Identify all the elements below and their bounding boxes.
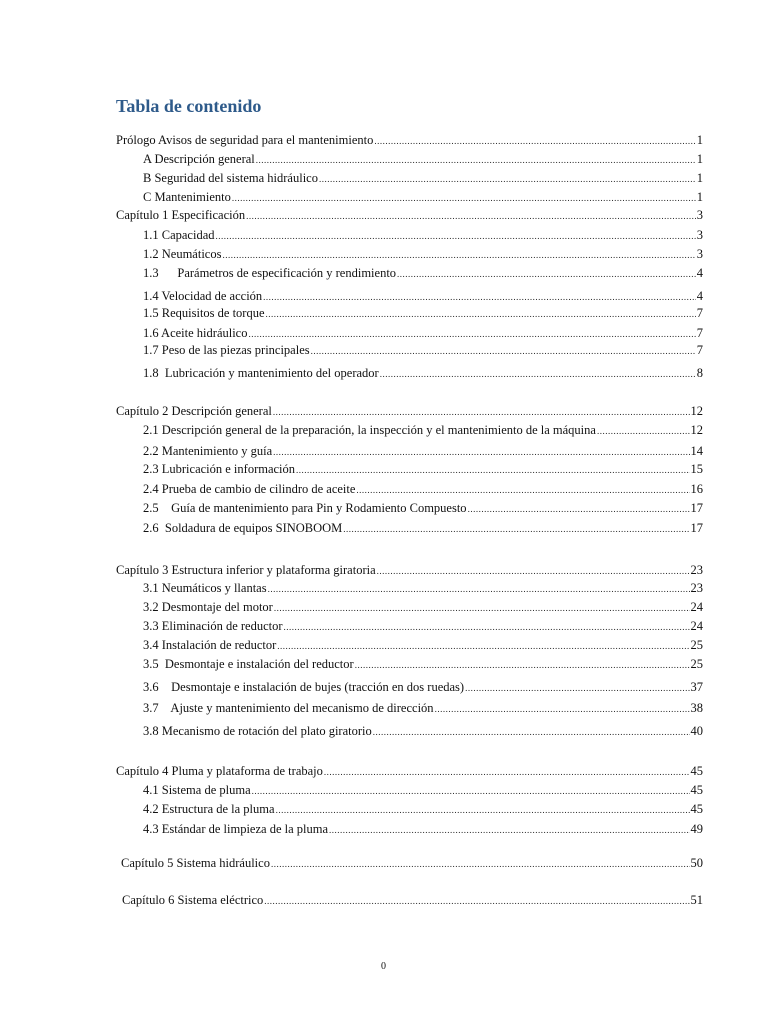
- dot-leader: [273, 404, 690, 420]
- dot-leader: [319, 171, 696, 187]
- toc-entry-page: 3: [696, 247, 703, 261]
- toc-entry-page: 25: [690, 657, 703, 671]
- toc-entry-page: 12: [690, 423, 703, 437]
- toc-entry[interactable]: [143, 305, 703, 322]
- toc-entry-label: 3.5 Desmontaje e instalación del reductor: [143, 657, 354, 671]
- dot-leader: [248, 326, 695, 342]
- dot-leader: [343, 521, 689, 537]
- toc-entry-label: C Mantenimiento: [143, 190, 231, 204]
- toc-entry-label: 1.8 Lubricación y mantenimiento del operador: [143, 366, 379, 380]
- dot-leader: [246, 208, 696, 224]
- dot-leader: [216, 228, 696, 244]
- toc-entry-label: 3.1 Neumáticos y llantas: [143, 581, 267, 595]
- toc-entry-label: 3.6 Desmontaje e instalación de bujes (tracción en dos ruedas): [143, 680, 465, 694]
- dot-leader: [252, 783, 690, 799]
- toc-entry[interactable]: [143, 461, 703, 478]
- toc-entry-label: 2.4 Prueba de cambio de cilindro de aceite: [143, 482, 356, 496]
- toc-entry-page: 40: [690, 724, 703, 738]
- toc-entry-label: 4.1 Sistema de pluma: [143, 783, 251, 797]
- toc-entry-label: 3.2 Desmontaje del motor: [143, 600, 273, 614]
- toc-entry[interactable]: [143, 637, 703, 654]
- dot-leader: [266, 306, 696, 322]
- toc-entry-label: Capítulo 3 Estructura inferior y plataforma giratoria: [116, 563, 376, 577]
- toc-entry[interactable]: [143, 288, 703, 305]
- toc-entry[interactable]: [143, 520, 703, 537]
- toc-entry-page: 16: [690, 482, 703, 496]
- toc-entry-label: 2.6 Soldadura de equipos SINOBOOM: [143, 521, 343, 535]
- toc-entry-label: 2.1 Descripción general de la preparación, la inspección y el mantenimiento de la máquina: [143, 423, 596, 437]
- dot-leader: [296, 462, 689, 478]
- dot-leader: [274, 600, 690, 616]
- toc-entry-page: 1: [696, 133, 703, 147]
- toc-entry-label: Capítulo 4 Pluma y plataforma de trabajo: [116, 764, 323, 778]
- dot-leader: [355, 657, 690, 673]
- toc-entry-label: 4.3 Estándar de limpieza de la pluma: [143, 822, 329, 836]
- dot-leader: [284, 619, 690, 635]
- toc-entry-label: Capítulo 6 Sistema eléctrico: [122, 893, 264, 907]
- toc-entry-label: Capítulo 2 Descripción general: [116, 404, 272, 418]
- dot-leader: [222, 247, 695, 263]
- dot-leader: [268, 581, 690, 597]
- toc-entry[interactable]: [143, 618, 703, 635]
- toc-entry[interactable]: [143, 700, 703, 717]
- dot-leader: [374, 133, 695, 149]
- dot-leader: [468, 501, 690, 517]
- toc-entry-label: 3.8 Mecanismo de rotación del plato giratorio: [143, 724, 372, 738]
- toc-entry[interactable]: [116, 132, 703, 149]
- toc-entry[interactable]: [143, 801, 703, 818]
- dot-leader: [373, 724, 690, 740]
- toc-entry-label: 3.4 Instalación de reductor: [143, 638, 277, 652]
- dot-leader: [311, 343, 696, 359]
- toc-entry-label: B Seguridad del sistema hidráulico: [143, 171, 318, 185]
- toc-entry[interactable]: [143, 580, 703, 597]
- toc-entry-label: 2.3 Lubricación e información: [143, 462, 296, 476]
- toc-entry-label: 1.4 Velocidad de acción: [143, 289, 263, 303]
- toc-entry-page: 4: [696, 289, 703, 303]
- dot-leader: [324, 764, 690, 780]
- toc-entry-label: 1.3 Parámetros de especificación y rendimiento: [143, 266, 397, 280]
- toc-entry[interactable]: [143, 189, 703, 206]
- toc-entry-label: Prólogo Avisos de seguridad para el mantenimiento: [116, 133, 374, 147]
- toc-entry[interactable]: [143, 500, 703, 517]
- dot-leader: [232, 190, 696, 206]
- toc-entry-label: 1.6 Aceite hidráulico: [143, 326, 248, 340]
- toc-entry-page: 1: [696, 190, 703, 204]
- dot-leader: [276, 802, 690, 818]
- toc-entry[interactable]: [143, 656, 703, 673]
- toc-entry-page: 14: [690, 444, 703, 458]
- toc-entry[interactable]: [143, 782, 703, 799]
- dot-leader: [377, 563, 690, 579]
- toc-entry-page: 45: [690, 802, 703, 816]
- toc-entry-page: 23: [690, 563, 703, 577]
- toc-entry-label: 4.2 Estructura de la pluma: [143, 802, 275, 816]
- dot-leader: [263, 289, 696, 305]
- page-title: Tabla de contenido: [116, 96, 262, 116]
- toc-entry-page: 8: [696, 366, 703, 380]
- toc-entry-page: 15: [690, 462, 703, 476]
- toc-entry-label: 1.5 Requisitos de torque: [143, 306, 265, 320]
- toc-entry-page: 3: [696, 208, 703, 222]
- toc-entry[interactable]: [143, 265, 703, 282]
- toc-entry-page: 45: [690, 783, 703, 797]
- toc-entry-page: 4: [696, 266, 703, 280]
- toc-chapter[interactable]: [121, 855, 703, 872]
- toc-entry[interactable]: [143, 342, 703, 359]
- toc-entry-label: A Descripción general: [143, 152, 255, 166]
- dot-leader: [329, 822, 689, 838]
- dot-leader: [380, 366, 696, 382]
- dot-leader: [597, 423, 690, 439]
- toc-entry[interactable]: [143, 365, 703, 382]
- toc-entry-page: 12: [690, 404, 703, 418]
- dot-leader: [264, 893, 689, 909]
- toc-chapter[interactable]: [116, 763, 703, 780]
- dot-leader: [277, 638, 689, 654]
- toc-entry-page: 7: [696, 306, 703, 320]
- toc-entry-page: 49: [690, 822, 703, 836]
- toc-entry-page: 24: [690, 600, 703, 614]
- toc-entry-page: 25: [690, 638, 703, 652]
- toc-entry-page: 23: [690, 581, 703, 595]
- toc-entry[interactable]: [143, 151, 703, 168]
- toc-entry-page: 45: [690, 764, 703, 778]
- toc-entry-label: 1.1 Capacidad: [143, 228, 215, 242]
- toc-entry-label: 3.3 Eliminación de reductor: [143, 619, 283, 633]
- toc-entry-page: 50: [690, 856, 703, 870]
- toc-chapter[interactable]: [116, 207, 703, 224]
- toc-entry[interactable]: [143, 246, 703, 263]
- toc-entry-label: 2.2 Mantenimiento y guía: [143, 444, 273, 458]
- toc-entry-page: 3: [696, 228, 703, 242]
- toc-entry-page: 1: [696, 171, 703, 185]
- toc-entry-page: 7: [696, 343, 703, 357]
- toc-entry[interactable]: [143, 325, 703, 342]
- toc-chapter[interactable]: [122, 892, 703, 909]
- toc-entry-page: 17: [690, 501, 703, 515]
- toc-entry[interactable]: [143, 821, 703, 838]
- toc-entry-page: 17: [690, 521, 703, 535]
- toc-entry[interactable]: [143, 227, 703, 244]
- toc-entry[interactable]: [143, 723, 703, 740]
- toc-entry-page: 24: [690, 619, 703, 633]
- toc-entry-label: Capítulo 5 Sistema hidráulico: [121, 856, 270, 870]
- dot-leader: [435, 701, 690, 717]
- toc-entry-page: 38: [690, 701, 703, 715]
- dot-leader: [397, 266, 696, 282]
- toc-entry[interactable]: [143, 170, 703, 187]
- dot-leader: [271, 856, 690, 872]
- toc-entry[interactable]: [143, 481, 703, 498]
- page-number: 0: [381, 961, 386, 972]
- toc-entry-page: 1: [696, 152, 703, 166]
- toc-entry[interactable]: [143, 443, 703, 460]
- toc-entry-page: 37: [690, 680, 703, 694]
- toc-entry[interactable]: [143, 422, 703, 439]
- toc-entry[interactable]: [143, 599, 703, 616]
- toc-entry-label: 2.5 Guía de mantenimiento para Pin y Rodamiento Compuesto: [143, 501, 467, 515]
- toc-entry-label: 1.2 Neumáticos: [143, 247, 222, 261]
- toc-entry[interactable]: [143, 679, 703, 696]
- toc-chapter[interactable]: [116, 562, 703, 579]
- dot-leader: [273, 444, 689, 460]
- toc-entry-label: 3.7 Ajuste y mantenimiento del mecanismo de dirección: [143, 701, 434, 715]
- dot-leader: [356, 482, 689, 498]
- dot-leader: [465, 680, 689, 696]
- toc-entry-label: 1.7 Peso de las piezas principales: [143, 343, 310, 357]
- toc-entry-page: 7: [696, 326, 703, 340]
- toc-entry-label: Capítulo 1 Especificación: [116, 208, 246, 222]
- dot-leader: [256, 152, 696, 168]
- toc-entry-page: 51: [690, 893, 703, 907]
- toc-chapter[interactable]: [116, 403, 703, 420]
